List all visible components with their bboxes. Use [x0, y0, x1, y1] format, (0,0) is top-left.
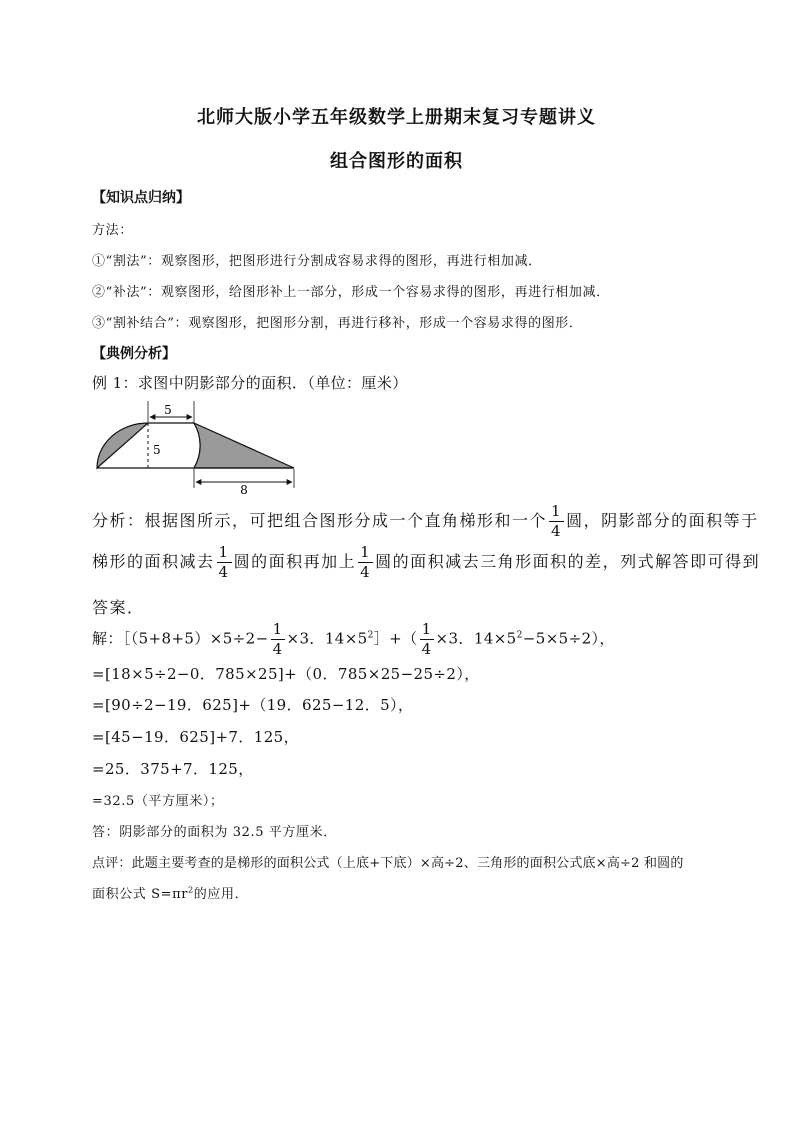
solution-step-2: =[90÷2−19．625]+（19．625−12．5）， [92, 696, 414, 714]
solution-line-1: 解：［（5+8+5）×5÷2− $\frac{1}{4}$ ×3．$14\times 5^2]+$（ $\frac{1}{4}$ ×3．$14\times 5^2-5\times 5\div 2$）， [92, 620, 615, 658]
quarter-fraction: $\frac{1}{4}$ [551, 502, 563, 540]
quarter-fraction: $\frac{1}{4}$ [218, 543, 230, 581]
solution-step-4: =25．375+7．125， [92, 760, 254, 778]
method-item-2: ②“补法”：观察图形，给图形补上一部分，形成一个容易求得的图形，再进行相加减． [92, 285, 610, 300]
left-shaded-segment [97, 423, 148, 468]
method-label: 方法： [92, 223, 133, 238]
combined-shape-figure [92, 398, 302, 494]
solution-step-5: =32.5（平方厘米）； [92, 794, 224, 809]
analysis-line-2: 梯形的面积减去 $\frac{1}{4}$ 圆的面积再加上 $\frac{1}{4}$ 圆的面积减去三角形面积的差，列式解答即可得到 [92, 543, 761, 581]
quarter-fraction: $\frac{1}{4}$ [272, 620, 283, 658]
right-shaded-region [194, 423, 294, 468]
example-heading: 【典例分析】 [92, 346, 176, 362]
quarter-fraction: $\frac{1}{4}$ [421, 620, 432, 658]
document-title: 北师大版小学五年级数学上册期末复习专题讲义 [197, 107, 596, 128]
analysis-line-1: 分析：根据图所示，可把组合图形分成一个直角梯形和一个 $\frac{1}{4}$ 圆，阴影部分的面积等于 [92, 502, 759, 540]
comment-line-2: 面积公式 $S=\pi r^2$的应用． [92, 885, 249, 902]
knowledge-heading: 【知识点归纳】 [92, 190, 190, 206]
comment-line-1: 点评：此题主要考查的是梯形的面积公式（上底+下底）×高÷2、三角形的面积公式底×高÷2 和圆的 [92, 856, 684, 871]
height-label: 5 [153, 443, 161, 457]
answer-line: 答：阴影部分的面积为 32.5 平方厘米． [92, 825, 337, 840]
top-dimension-label: 5 [164, 403, 172, 417]
method-item-3: ③“割补结合”：观察图形，把图形分割，再进行移补，形成一个容易求得的图形． [92, 316, 583, 331]
quarter-fraction: $\frac{1}{4}$ [360, 543, 372, 581]
bottom-dimension-label: 8 [240, 483, 248, 494]
document-subtitle: 组合图形的面积 [330, 151, 463, 172]
solution-step-3: =[45−19．625]+7．125， [92, 728, 299, 746]
solution-step-1: =[18×5÷2−0．785×25]+（0．785×25−25÷2）， [92, 665, 480, 683]
analysis-line-3: 答案． [92, 598, 145, 617]
example-question: 例 1：求图中阴影部分的面积．（单位：厘米） [92, 374, 408, 392]
method-item-1: ①“割法”：观察图形，把图形进行分割成容易求得的图形，再进行相加减． [92, 254, 542, 269]
